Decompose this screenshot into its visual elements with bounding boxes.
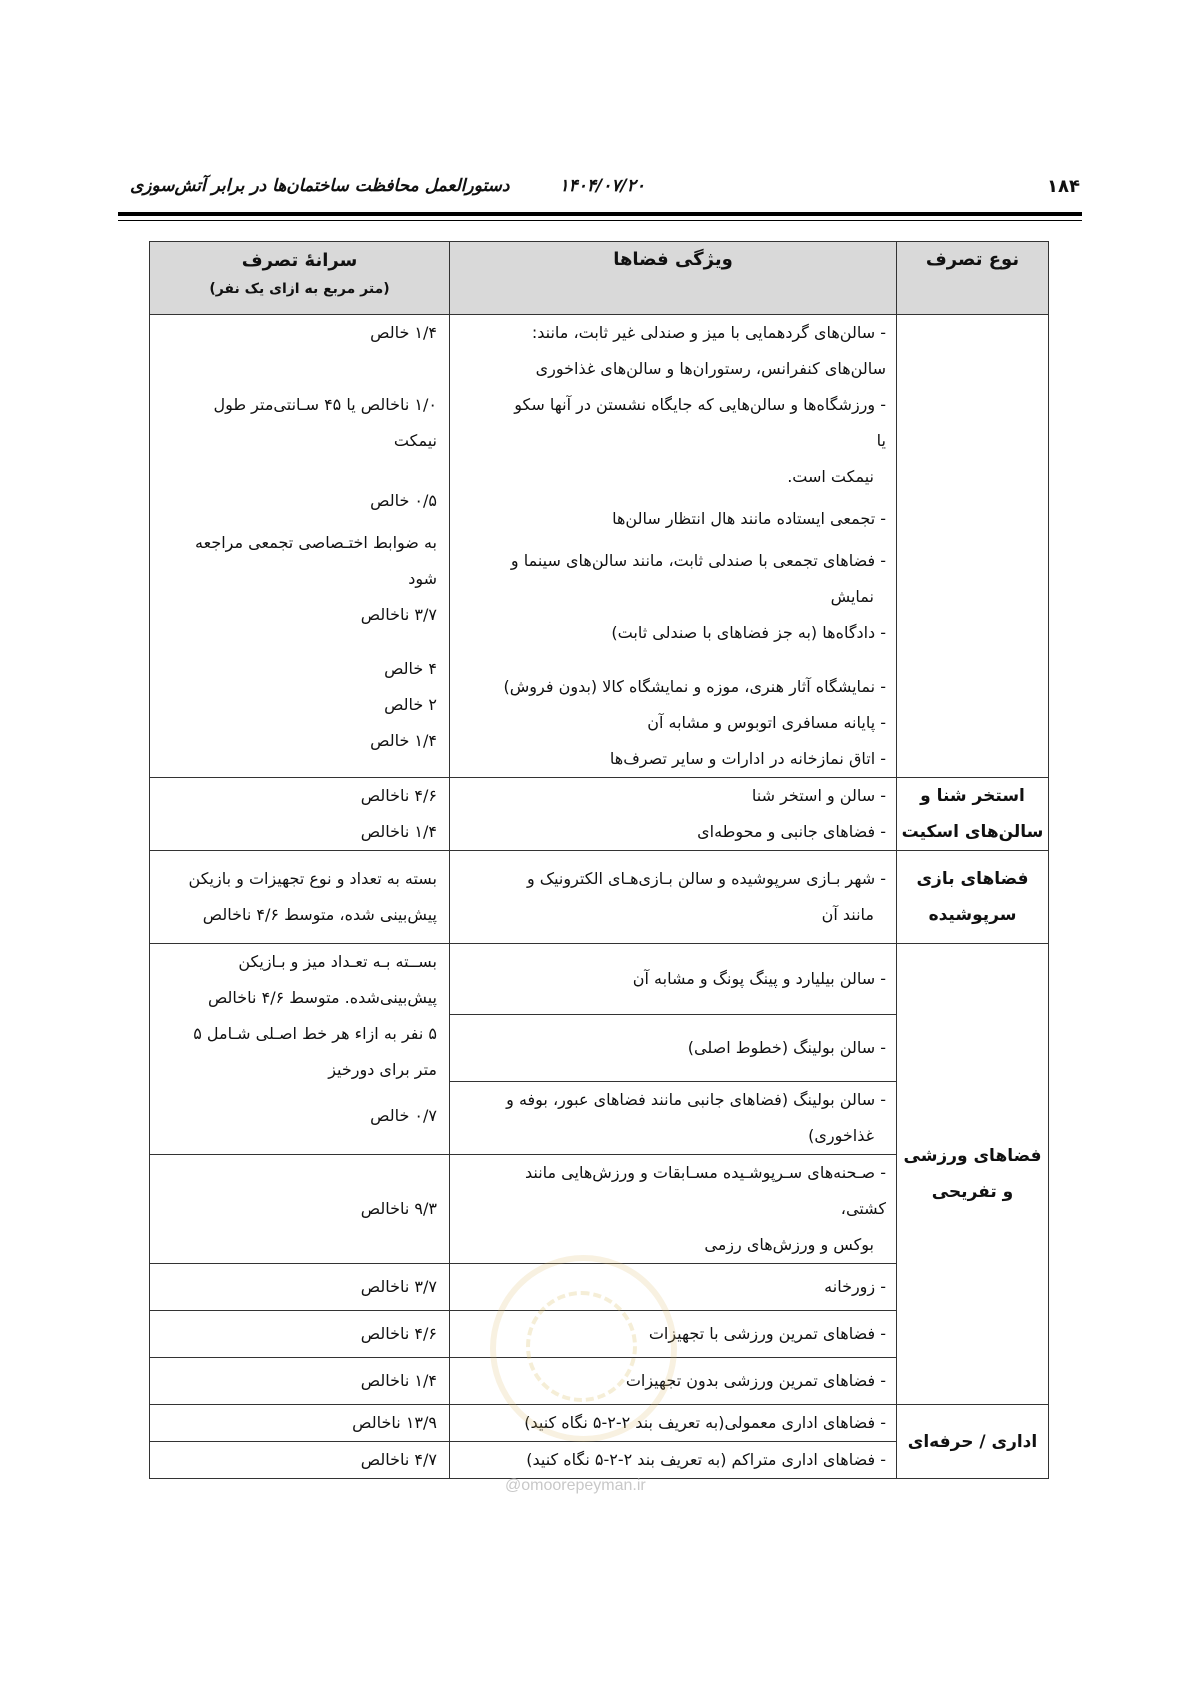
load-value: ۴/۶ ناخالص (360, 786, 437, 805)
feature-line: - اتاق نمازخانه در ادارات و سایر تصرف‌ها (609, 749, 886, 768)
table-row (150, 778, 1049, 851)
load-value: ۱/۰ ناخالص یا ۴۵ سـانتی‌متر طول (213, 395, 437, 414)
features-cell (450, 944, 897, 1015)
load-cell (150, 1358, 450, 1405)
load-value: ۵ نفر به ازاء هر خط اصـلی شـامل ۵ (193, 1024, 437, 1043)
load-cell (150, 1155, 450, 1264)
load-value: ۰/۵ خالص (370, 491, 437, 510)
watermark-site: @omoorepeyman.ir (505, 1477, 646, 1494)
feature-line: - صـحنه‌های سـرپوشـیده مسـابقات و ورزش‌هایی مانند (524, 1163, 886, 1182)
feature-line: نیمکت است. (787, 467, 874, 486)
page-header (120, 176, 1080, 202)
table-row (150, 851, 1049, 944)
type-line: سرپوشیده (928, 905, 1017, 925)
header-load-title: سرانهٔ تصرف (241, 250, 358, 271)
feature-line: - دادگاه‌ها (به جز فضاهای با صندلی ثابت) (611, 623, 886, 642)
load-cell (150, 1311, 450, 1358)
load-cell (150, 778, 450, 851)
feature-line: یا (876, 431, 886, 450)
features-cell (450, 1155, 897, 1264)
header-rule-thin (118, 220, 1082, 221)
load-value: ۲ خالص (384, 695, 437, 714)
feature-line: - فضاهای اداری متراکم (به تعریف بند ۲-۲-۵ نگاه کنید) (526, 1450, 886, 1469)
header-load-unit: (متر مربع به ازای یک نفر) (209, 281, 390, 297)
page-number: ۱۸۴ (1047, 176, 1080, 197)
feature-line: سالن‌های کنفرانس، رستوران‌ها و سالن‌های غذاخوری (535, 359, 886, 378)
load-value: پیش‌بینی‌شده. متوسط ۴/۶ ناخالص (207, 988, 437, 1007)
type-line: و تفریحی (931, 1182, 1014, 1202)
feature-line: مانند آن (821, 905, 874, 924)
load-value: ۱/۴ خالص (370, 323, 437, 342)
feature-line: - شهر بـازی سرپوشیده و سالن بـازی‌هـای الکترونیک و (526, 869, 886, 888)
feature-line: - فضاهای تجمعی با صندلی ثابت، مانند سالن‌های سینما و (510, 551, 886, 570)
load-cell (150, 315, 450, 778)
load-cell (150, 944, 450, 1155)
load-value: به ضوابط اختـصاصی تجمعی مراجعه (195, 533, 437, 552)
feature-line: - پایانه مسافری اتوبوس و مشابه آن (647, 713, 886, 732)
type-line: فضاهای بازی (916, 869, 1029, 889)
features-cell (450, 851, 897, 944)
occupancy-type-pool-skate (897, 778, 1049, 851)
feature-line: - سالن‌های گردهمایی با میز و صندلی غیر ثابت، مانند: (531, 323, 886, 342)
load-value: ۳/۷ ناخالص (360, 1277, 437, 1296)
load-value: ۴/۶ ناخالص (360, 1324, 437, 1343)
occupancy-type-assembly (897, 315, 1049, 778)
load-cell (150, 851, 450, 944)
features-cell (450, 778, 897, 851)
load-cell (150, 1264, 450, 1311)
load-value: متر برای دورخیز (328, 1060, 437, 1079)
load-value: ۰/۷ خالص (370, 1106, 437, 1125)
load-value: شود (408, 569, 437, 588)
load-value: ۴/۷ ناخالص (360, 1450, 437, 1469)
feature-line: - فضاهای تمرین ورزشی بدون تجهیزات (625, 1371, 886, 1390)
occupancy-type-indoor-play (897, 851, 1049, 944)
load-cell (150, 1442, 450, 1479)
feature-line: - سالن و استخر شنا (751, 786, 886, 805)
header-occupancy-type: نوع تصرف (897, 242, 1049, 315)
load-value: ۱/۴ ناخالص (360, 1371, 437, 1390)
load-value: ۱۳/۹ ناخالص (352, 1413, 437, 1432)
header-space-features: ویژگی فضاها (450, 242, 897, 315)
type-line: سالن‌های اسکیت (901, 822, 1044, 842)
feature-line: کشتی، (840, 1199, 886, 1218)
watermark-seal (490, 1255, 677, 1442)
feature-line: - ورزشگاه‌ها و سالن‌هایی که جایگاه نشستن در آنها سکو (514, 395, 886, 414)
feature-line: - فضاهای جانبی و محوطه‌ای (697, 822, 886, 841)
table-header-row (150, 242, 1049, 315)
feature-line: - زورخانه (824, 1277, 886, 1296)
load-value: ۳/۷ ناخالص (360, 605, 437, 624)
feature-line: - تجمعی ایستاده مانند هال انتظار سالن‌ها (612, 509, 886, 528)
type-line: استخر شنا و (920, 786, 1025, 806)
feature-line: بوکس و ورزش‌های رزمی (704, 1235, 874, 1254)
watermark-seal-inner (526, 1291, 637, 1402)
header-title: دستورالعمل محافظت ساختمان‌ها در برابر آتش‌سوزی (130, 176, 510, 196)
table-row (150, 944, 1049, 1015)
load-value: پیش‌بینی شده، متوسط ۴/۶ ناخالص (202, 905, 437, 924)
occupancy-type-office: اداری / حرفه‌ای (897, 1405, 1049, 1479)
load-value: ۴ خالص (384, 659, 437, 678)
header-rule-thick (118, 212, 1082, 216)
header-date: ۱۴۰۴/۰۷/۲۰ (559, 176, 645, 196)
feature-line: - فضاهای تمرین ورزشی با تجهیزات (648, 1324, 886, 1343)
features-cell (450, 1082, 897, 1155)
type-line: فضاهای ورزشی (903, 1146, 1042, 1166)
load-value: بســته بـه تعـداد میز و بـازیکن (238, 952, 437, 971)
feature-line: - سالن بولینگ (فضاهای جانبی مانند فضاهای عبور، بوفه و (506, 1090, 886, 1109)
load-value: ۹/۳ ناخالص (360, 1199, 437, 1218)
features-cell (450, 1442, 897, 1479)
feature-line: - نمایشگاه آثار هنری، موزه و نمایشگاه کالا (بدون فروش) (503, 677, 886, 696)
load-value: ۱/۴ خالص (370, 731, 437, 750)
features-cell (450, 315, 897, 778)
load-value: نیمکت (393, 431, 437, 450)
feature-line: - سالن بیلیارد و پینگ پونگ و مشابه آن (632, 969, 886, 988)
table-row (150, 315, 1049, 778)
load-value: بسته به تعداد و نوع تجهیزات و بازیکن (188, 869, 437, 888)
load-cell (150, 1405, 450, 1442)
load-value: ۱/۴ ناخالص (360, 822, 437, 841)
feature-line: نمایش (830, 587, 874, 606)
feature-line: غذاخوری) (808, 1126, 874, 1145)
header-occupant-load (150, 242, 450, 315)
features-cell (450, 1015, 897, 1082)
occupancy-type-sports (897, 944, 1049, 1405)
feature-line: - فضاهای اداری معمولی(به تعریف بند ۲-۲-۵ نگاه کنید) (524, 1413, 886, 1432)
feature-line: - سالن بولینگ (خطوط اصلی) (687, 1038, 886, 1057)
